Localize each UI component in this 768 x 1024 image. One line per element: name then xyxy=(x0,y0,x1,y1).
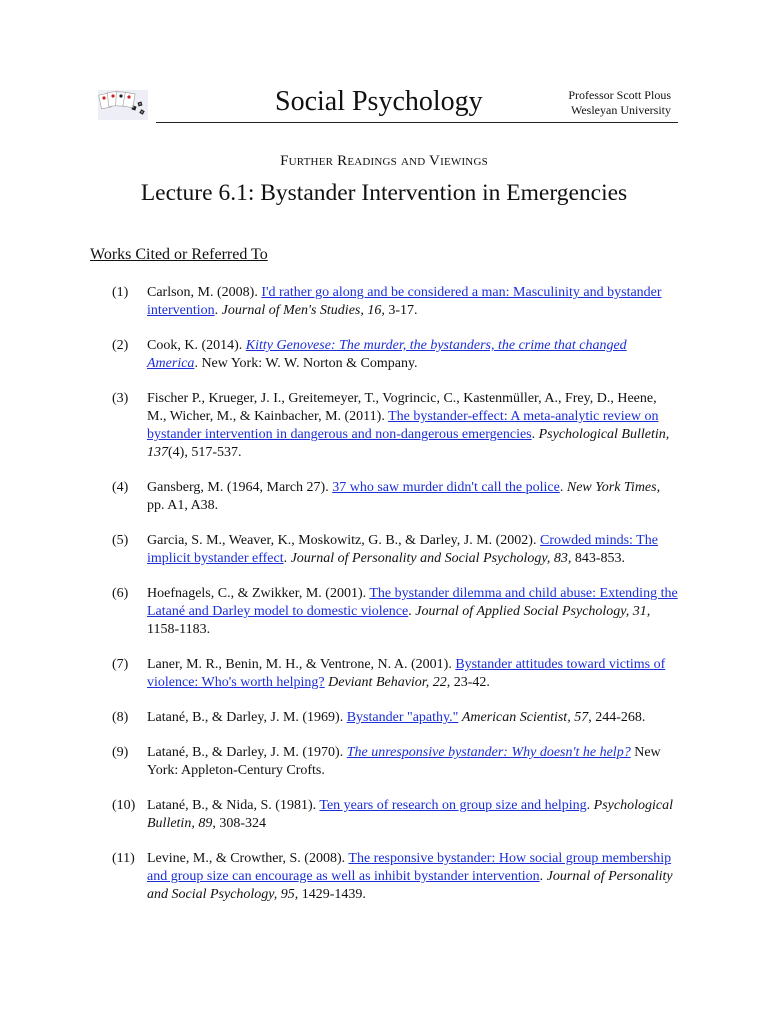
reference-number: (6) xyxy=(112,586,129,601)
header-divider xyxy=(156,122,678,123)
reference-journal: Deviant Behavior, 22, xyxy=(328,675,451,690)
professor-info xyxy=(568,88,671,118)
reference-authors: Hoefnagels, C., & Zwikker, M. (2001). xyxy=(147,586,370,601)
reference-item xyxy=(0,337,768,373)
reference-link[interactable]: I'd rather go along and be considered a man: Masculinity and bystander intervention xyxy=(147,285,662,318)
reference-after: . xyxy=(408,604,416,619)
reference-text xyxy=(147,284,679,320)
cards-icon xyxy=(94,84,152,124)
reference-pages: 23-42. xyxy=(450,675,490,690)
reference-pages: 1429-1439. xyxy=(298,887,366,902)
reference-number: (11) xyxy=(112,851,135,866)
reference-pages: 3-17. xyxy=(384,303,418,318)
page-subtitle: Further Readings and Viewings xyxy=(280,153,488,169)
reference-journal: Journal of Personality and Social Psychology, 95, xyxy=(147,869,673,902)
reference-number: (2) xyxy=(112,338,129,353)
reference-after: . New York: W. W. Norton & Company. xyxy=(194,356,418,371)
reference-after: . xyxy=(559,480,567,495)
reference-item xyxy=(0,585,768,639)
reference-link[interactable]: The unresponsive bystander: Why doesn't he help? xyxy=(346,745,631,760)
reference-journal: New York Times, xyxy=(566,480,661,495)
reference-pages: , 244-268. xyxy=(588,710,646,725)
reference-authors: Garcia, S. M., Weaver, K., Moskowitz, G. B., & Darley, J. M. (2002). xyxy=(147,533,540,548)
reference-after: . xyxy=(283,551,291,566)
reference-after: . xyxy=(586,798,594,813)
reference-pages: 1158-1183. xyxy=(147,622,211,637)
reference-link[interactable]: 37 who saw murder didn't call the police xyxy=(332,480,560,495)
professor-name: Professor Scott Plous xyxy=(568,88,671,102)
reference-link[interactable]: The bystander dilemma and child abuse: Extending the Latané and Darley model to domestic violence xyxy=(147,586,678,619)
reference-item xyxy=(0,390,768,462)
reference-text xyxy=(147,337,679,373)
reference-journal: Journal of Personality and Social Psychology, 83, xyxy=(290,551,572,566)
reference-authors: Latané, B., & Darley, J. M. (1969). xyxy=(147,710,347,725)
reference-journal: Journal of Men's Studies, 16, xyxy=(221,303,385,318)
reference-authors: Gansberg, M. (1964, March 27). xyxy=(147,480,333,495)
reference-number: (5) xyxy=(112,533,129,548)
reference-text xyxy=(147,850,679,904)
reference-journal: American Scientist, 57 xyxy=(461,710,589,725)
reference-link[interactable]: Bystander "apathy." xyxy=(346,710,459,725)
reference-authors: Latané, B., & Nida, S. (1981). xyxy=(147,798,320,813)
reference-item xyxy=(0,532,768,568)
university-name: Wesleyan University xyxy=(570,103,671,117)
reference-item xyxy=(0,479,768,515)
reference-text xyxy=(147,797,679,833)
playing-cards-logo xyxy=(94,84,152,124)
reference-journal: Psychological Bulletin, 89 xyxy=(147,798,673,831)
reference-authors: Latané, B., & Darley, J. M. (1970). xyxy=(147,745,347,760)
reference-authors: Laner, M. R., Benin, M. H., & Ventrone, N. A. (2001). xyxy=(147,657,456,672)
reference-text xyxy=(147,709,679,727)
reference-link[interactable]: Ten years of research on group size and helping xyxy=(319,798,587,813)
reference-number: (7) xyxy=(112,657,129,672)
reference-after: . xyxy=(531,427,539,442)
reference-journal: Journal of Applied Social Psychology, 31, xyxy=(415,604,651,619)
reference-text xyxy=(147,744,679,780)
reference-link[interactable]: The bystander-effect: A meta-analytic review on bystander intervention in dangerous and non-dangerous emergencies xyxy=(147,409,659,442)
reference-text xyxy=(147,656,679,692)
reference-after: New York: Appleton-Century Crofts. xyxy=(147,745,661,778)
reference-link[interactable]: The responsive bystander: How social group membership and group size can encourage as well as inhibit bystander intervention xyxy=(147,851,672,884)
reference-item xyxy=(0,656,768,692)
reference-authors: Levine, M., & Crowther, S. (2008). xyxy=(147,851,349,866)
reference-pages: , 308-324 xyxy=(212,816,266,831)
lecture-title: Lecture 6.1: Bystander Intervention in Emergencies xyxy=(140,180,628,206)
reference-item xyxy=(0,744,768,780)
reference-text xyxy=(147,585,679,639)
reference-journal: Psychological Bulletin, 137 xyxy=(147,427,670,460)
reference-pages: 843-853. xyxy=(571,551,626,566)
reference-text xyxy=(147,390,679,462)
reference-number: (4) xyxy=(112,480,129,495)
reference-pages: pp. A1, A38. xyxy=(147,498,219,513)
reference-link[interactable]: Kitty Genovese: The murder, the bystanders, the crime that changed America xyxy=(147,338,627,371)
reference-link[interactable]: Crowded minds: The implicit bystander effect xyxy=(147,533,658,566)
reference-number: (3) xyxy=(112,391,129,406)
reference-after: . xyxy=(539,869,547,884)
reference-authors: Carlson, M. (2008). xyxy=(147,285,262,300)
reference-item xyxy=(0,709,768,727)
section-heading: Works Cited or Referred To xyxy=(90,246,268,263)
reference-pages: (4), 517-537. xyxy=(168,445,242,460)
reference-item xyxy=(0,850,768,904)
reference-number: (8) xyxy=(112,710,129,725)
reference-text xyxy=(147,479,679,515)
reference-number: (1) xyxy=(112,285,129,300)
reference-text xyxy=(147,532,679,568)
course-title: Social Psychology xyxy=(275,86,483,117)
reference-number: (10) xyxy=(112,798,136,813)
reference-after: . xyxy=(214,303,222,318)
reference-item xyxy=(0,797,768,833)
reference-authors: Fischer P., Krueger, J. I., Greitemeyer, T., Vogrincic, C., Kastenmüller, A., Frey, D., Heene, M., Wicher, M., & Kainbacher, M. (2011). xyxy=(147,391,657,424)
reference-number: (9) xyxy=(112,745,129,760)
reference-list xyxy=(0,284,768,921)
reference-link[interactable]: Bystander attitudes toward victims of violence: Who's worth helping? xyxy=(147,657,666,690)
reference-item xyxy=(0,284,768,320)
reference-authors: Cook, K. (2014). xyxy=(147,338,246,353)
